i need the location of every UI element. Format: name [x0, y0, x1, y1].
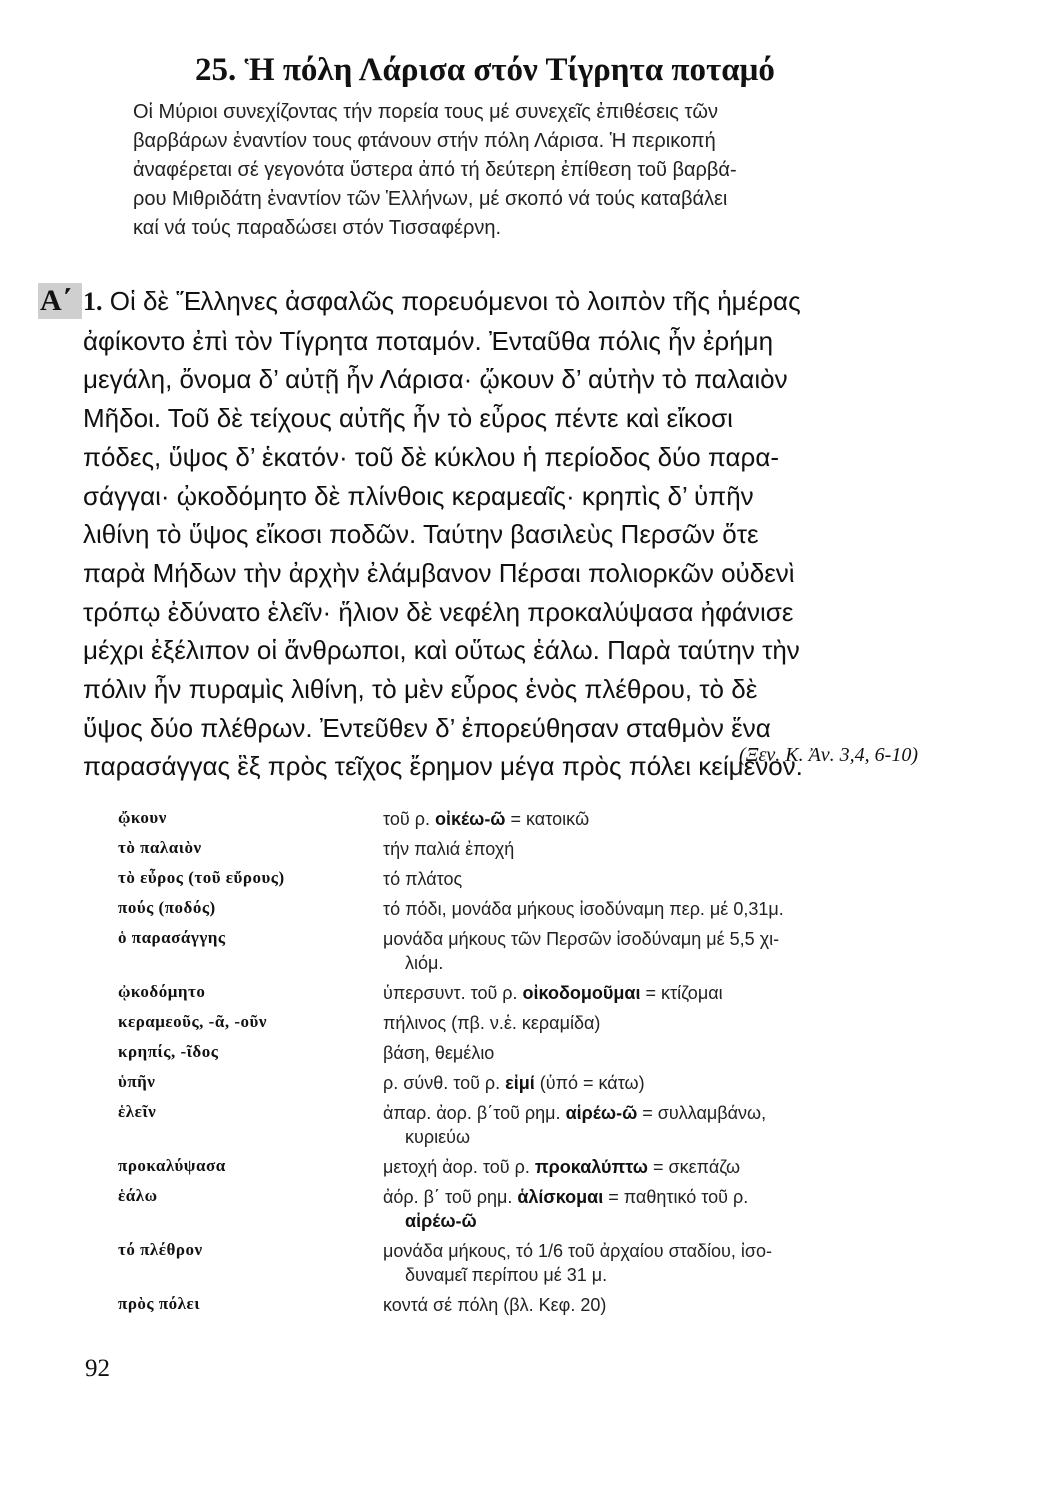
paragraph-number: 1. — [83, 287, 103, 316]
passage-line: ἀφίκοντο ἐπὶ τὸν Τίγρητα ποταμόν. Ἐνταῦθα πόλις ἦν ἐρήμη — [83, 325, 774, 356]
definition-headword: οἰκέω-ῶ — [434, 809, 506, 829]
passage-line: τρόπῳ ἐδύνατο ἑλεῖν· ἥλιον δὲ νεφέλη προκαλύψασα ἠφάνισε — [83, 596, 794, 627]
passage-line: μέχρι ἐξέλιπον οἱ ἄνθρωποι, καὶ οὕτως ἑάλω. Παρὰ ταύτην τὴν — [83, 635, 800, 666]
definition-line — [383, 837, 948, 861]
definition-headword: προκαλύπτω — [534, 1157, 649, 1177]
definition-text: = συλλαμβάνω, — [637, 1103, 767, 1123]
glossary-definition — [383, 1101, 948, 1149]
definition-headword: αἱρέω-ῶ — [405, 1211, 477, 1231]
glossary-entry — [118, 1185, 948, 1233]
passage-line: σάγγαι· ᾠκοδόμητο δὲ πλίνθοις κεραμεαῖς· κρηπὶς δ’ ὑπῆν — [83, 480, 754, 511]
glossary-term: ἑάλω — [118, 1186, 158, 1205]
definition-text: (ὑπό = κάτω) — [534, 1073, 645, 1093]
definition-text: = παθητικό τοῦ ρ. — [603, 1187, 749, 1207]
glossary-term: πρὸς πόλει — [118, 1294, 201, 1313]
glossary-entry — [118, 1293, 948, 1317]
intro-line: Οἱ Μύριοι συνεχίζοντας τήν πορεία τους μέ συνεχεῖς ἐπιθέσεις τῶν — [133, 101, 719, 123]
definition-text: τό πόδι, μονάδα μήκους ἰσοδύναμη περ. μέ 0,31μ. — [383, 899, 784, 919]
passage-line: μεγάλη, ὄνομα δ’ αὐτῇ ἦν Λάρισα· ᾤκουν δ’ αὐτὴν τὸ παλαιὸν — [83, 364, 788, 395]
glossary-term: ᾠκοδόμητο — [118, 982, 206, 1001]
glossary-term: τὸ εὖρος (τοῦ εὔρους) — [118, 868, 285, 887]
definition-text: = κατοικῶ — [505, 809, 590, 829]
definition-line — [383, 807, 948, 831]
definition-line — [383, 897, 948, 921]
glossary-term: τό πλέθρον — [118, 1240, 203, 1259]
definition-line — [383, 927, 948, 951]
definition-text: κυριεύω — [405, 1127, 471, 1147]
glossary-entry — [118, 927, 948, 975]
definition-line — [383, 1209, 948, 1233]
definition-headword: εἰμί — [505, 1073, 535, 1093]
definition-text: = κτίζομαι — [640, 983, 723, 1003]
passage-line: παρασάγγας ἓξ πρὸς τεῖχος ἔρημον μέγα πρὸς πόλει κείμενον. — [83, 751, 803, 782]
glossary-definition — [383, 981, 948, 1005]
glossary-definition — [383, 1041, 948, 1065]
definition-text: μονάδα μήκους, τό 1/6 τοῦ ἀρχαίου σταδίου, ἰσο- — [383, 1241, 772, 1261]
glossary-definition — [383, 1011, 948, 1035]
page-title: 25. Ἡ πόλη Λάρισα στόν Τίγρητα ποταμό — [195, 52, 775, 88]
glossary-definition — [383, 1185, 948, 1233]
definition-text: πήλινος (πβ. ν.ἑ. κεραμίδα) — [383, 1013, 601, 1033]
passage-line: Μῆδοι. Τοῦ δὲ τείχους αὐτῆς ἦν τὸ εὖρος πέντε καὶ εἴκοσι — [83, 403, 733, 434]
glossary-entry — [118, 897, 948, 921]
definition-headword: αἱρέω-ῶ — [565, 1103, 638, 1123]
glossary-term: κρηπίς, -ῖδος — [118, 1042, 219, 1061]
definition-line — [383, 981, 948, 1005]
glossary-term: ᾤκουν — [118, 808, 167, 827]
glossary-entry — [118, 1101, 948, 1149]
intro-line: καί νά τούς παραδώσει στόν Τισσαφέρνη. — [133, 217, 502, 239]
definition-line — [383, 1011, 948, 1035]
passage-line: λιθίνη τὸ ὕψος εἴκοσι ποδῶν. Ταύτην βασιλεὺς Περσῶν ὅτε — [83, 519, 759, 550]
definition-text: ρ. σύνθ. τοῦ ρ. — [383, 1073, 506, 1093]
intro-line: ἀναφέρεται σέ γεγονότα ὕστερα ἀπό τή δεύτερη ἐπίθεση τοῦ βαρβά- — [133, 159, 737, 181]
definition-text: = σκεπάζω — [648, 1157, 741, 1177]
intro-line: βαρβάρων ἐναντίον τους φτάνουν στήν πόλη Λάρισα. Ἡ περικοπή — [133, 130, 716, 152]
definition-text: κοντά σέ πόλη (βλ. Κεφ. 20) — [383, 1295, 607, 1315]
glossary-definition — [383, 837, 948, 861]
passage-line: πόλιν ἦν πυραμὶς λιθίνη, τὸ μὲν εὖρος ἑνὸς πλέθρου, τὸ δὲ — [83, 674, 758, 705]
glossary-term: τὸ παλαιὸν — [118, 838, 202, 857]
definition-text: βάση, θεμέλιο — [383, 1043, 495, 1063]
glossary-definition — [383, 927, 948, 975]
glossary-definition — [383, 897, 948, 921]
glossary-definition — [383, 1155, 948, 1179]
glossary-entry — [118, 1239, 948, 1287]
glossary-entry — [118, 807, 948, 831]
passage-line: ὕψος δύο πλέθρων. Ἐντεῦθεν δ’ ἐπορεύθησαν σταθμὸν ἕνα — [83, 712, 771, 743]
greek-passage — [83, 282, 943, 786]
glossary-definition — [383, 1071, 948, 1095]
definition-text: μετοχή ἀορ. τοῦ ρ. — [383, 1157, 535, 1177]
glossary-term: προκαλύψασα — [118, 1156, 226, 1175]
glossary-definition — [383, 1239, 948, 1287]
definition-line — [383, 1239, 948, 1263]
definition-line — [383, 1263, 948, 1287]
definition-line — [383, 1293, 948, 1317]
definition-line — [383, 1071, 948, 1095]
definition-line — [383, 1101, 948, 1125]
glossary-term: ὁ παρασάγγης — [118, 928, 226, 947]
page-number: 92 — [85, 1355, 110, 1382]
glossary-term: ἑλεῖν — [118, 1102, 157, 1121]
glossary-entry — [118, 1155, 948, 1179]
definition-text: ἀόρ. β΄ τοῦ ρημ. — [383, 1187, 518, 1207]
definition-text: δυναμεῖ περίπου μέ 31 μ. — [405, 1265, 608, 1285]
glossary-term: πούς (ποδός) — [118, 898, 216, 917]
glossary-entry — [118, 837, 948, 861]
definition-line — [383, 1185, 948, 1209]
definition-line — [383, 951, 948, 975]
glossary-definition — [383, 1293, 948, 1317]
glossary-entry — [118, 981, 948, 1005]
definition-text: τό πλάτος — [383, 869, 463, 889]
glossary-definition — [383, 807, 948, 831]
glossary-definition — [383, 867, 948, 891]
glossary-term: κεραμεοῦς, -ᾶ, -οῦν — [118, 1012, 267, 1031]
definition-line — [383, 867, 948, 891]
definition-text: ὑπερσυντ. τοῦ ρ. — [383, 983, 523, 1003]
section-marker: Α΄ — [38, 283, 82, 319]
passage-line: πόδες, ὕψος δ’ ἑκατόν· τοῦ δὲ κύκλου ἡ περίοδος δύο παρα- — [83, 441, 780, 472]
intro-paragraph — [133, 98, 933, 243]
definition-line — [383, 1041, 948, 1065]
glossary-term: ὑπῆν — [118, 1072, 156, 1091]
glossary-entry — [118, 867, 948, 891]
passage-line — [83, 282, 943, 322]
glossary-entry — [118, 1071, 948, 1095]
definition-text: μονάδα μήκους τῶν Περσῶν ἰσοδύναμη μέ 5,5 χι- — [383, 929, 780, 949]
passage-line: παρὰ Μήδων τὴν ἀρχὴν ἐλάμβανον Πέρσαι πολιορκῶν οὐδενὶ — [83, 557, 795, 588]
glossary-entry — [118, 1041, 948, 1065]
glossary-entry — [118, 1011, 948, 1035]
definition-line — [383, 1155, 948, 1179]
definition-headword: οἰκοδομοῦμαι — [522, 983, 641, 1003]
definition-text: τοῦ ρ. — [383, 809, 435, 829]
definition-text: ἀπαρ. ἀορ. β΄τοῦ ρημ. — [383, 1103, 566, 1123]
definition-headword: ἁλίσκομαι — [517, 1187, 604, 1207]
definition-text: τήν παλιά ἐποχή — [383, 839, 515, 859]
citation: (Ξεν. Κ. Ἀν. 3,4, 6-10) — [739, 744, 918, 766]
intro-line: ρου Μιθριδάτη ἐναντίον τῶν Ἑλλήνων, μέ σκοπό νά τούς καταβάλει — [133, 188, 728, 210]
passage-line-text: Οἱ δὲ Ἕλληνες ἀσφαλῶς πορευόμενοι τὸ λοιπὸν τῆς ἡμέρας — [109, 286, 801, 316]
definition-line — [383, 1125, 948, 1149]
glossary — [118, 807, 948, 1323]
definition-text: λιόμ. — [405, 953, 444, 973]
